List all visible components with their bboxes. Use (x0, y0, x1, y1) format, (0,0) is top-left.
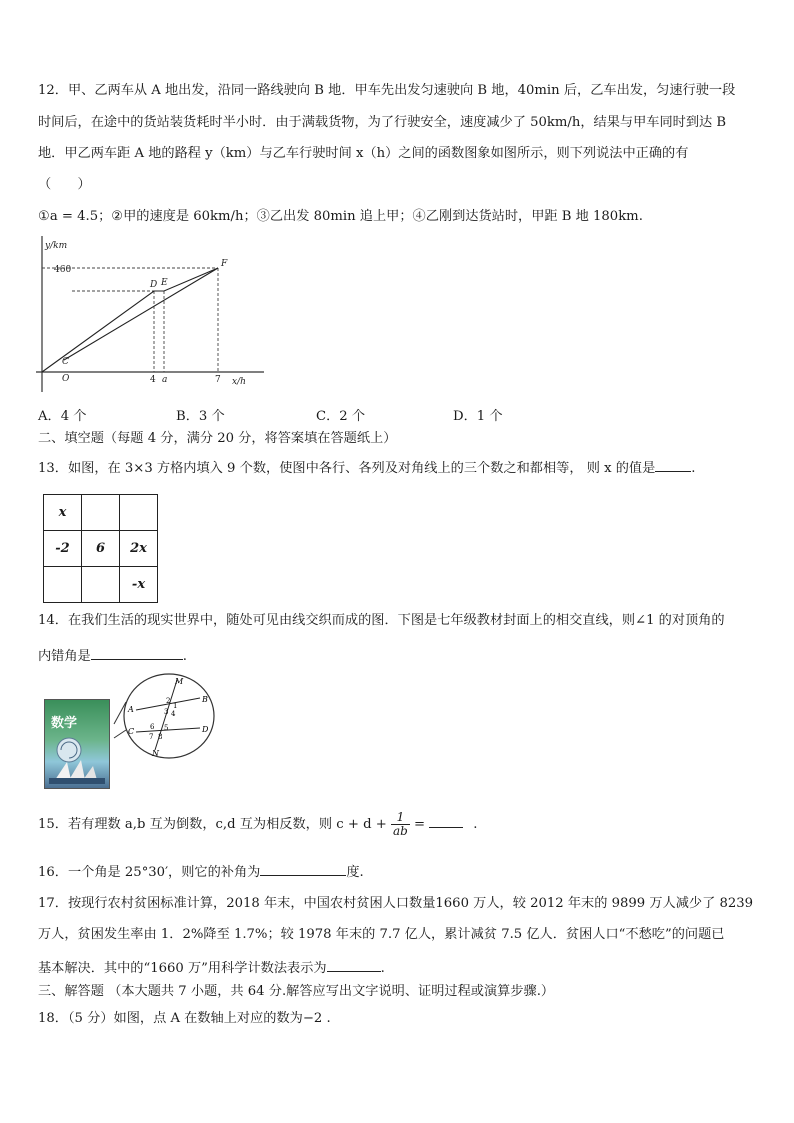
q12-line-2: 时间后，在途中的货站装货耗时半小时．由于满载货物，为了行驶安全，速度减少了 50km/h，结果与甲车同时到达 B (38, 115, 727, 130)
point-e-label: E (161, 278, 168, 288)
q14-text: 内错角是 (38, 649, 91, 664)
angle-label: 1 (173, 702, 178, 710)
q17-line-2: 万人，贫困发生率由 1．2%降至 1.7%；较 1978 年末的 7.7 亿人，累计减贫 7.5 亿人．贫困人口“不愁吃”的问题已 (38, 927, 725, 942)
q15-equals: = (414, 817, 426, 832)
q17-answer-blank[interactable] (327, 957, 381, 972)
q13-magic-square (43, 494, 158, 603)
grid-cell: 6 (82, 531, 120, 567)
angle-label: 5 (164, 724, 169, 732)
section-2-heading: 二、填空题（每题 4 分，满分 20 分，将答案填在答题纸上） (38, 431, 397, 446)
q13-answer-blank[interactable] (655, 457, 691, 472)
origin-label: O (62, 374, 70, 384)
point-f-label: F (221, 259, 228, 269)
q12-choice-c[interactable]: C．2 个 (316, 409, 366, 424)
q15-answer-blank[interactable] (429, 813, 463, 828)
grid-cell (82, 495, 120, 531)
intersecting-lines-figure (110, 672, 216, 760)
q12-choice-d[interactable]: D．1 个 (453, 409, 503, 424)
point-d-label: D (150, 280, 158, 290)
q17-line-1: 17．按现行农村贫困标准计算，2018 年末，中国农村贫困人口数量1660 万人，较 2012 年末的 9899 万人减少了 8239 (38, 896, 754, 911)
y-axis-label: y/km (45, 241, 68, 251)
label-n: N (152, 749, 159, 758)
q16-question (38, 861, 364, 882)
q16-text: 16．一个角是 25°30′，则它的补角为 (38, 865, 261, 880)
car-a-line (64, 268, 218, 360)
angle-label: 4 (171, 710, 176, 718)
point-c-label: C (62, 357, 69, 367)
q13-end: . (691, 461, 696, 476)
q14-answer-blank[interactable] (91, 645, 183, 660)
x-tick-a: a (162, 375, 168, 385)
q15-question (38, 811, 477, 838)
grid-cell (44, 567, 82, 603)
grid-cell: x (44, 495, 82, 531)
q18-question: 18．（5 分）如图，点 A 在数轴上对应的数为−2 . (38, 1011, 331, 1026)
y-tick-460: 460 (54, 265, 72, 275)
grid-cell: -x (120, 567, 158, 603)
angle-label: 6 (150, 723, 155, 731)
label-b: B (202, 695, 208, 704)
angle-label: 2 (166, 697, 171, 705)
label-d: D (202, 725, 209, 734)
grid-cell (82, 567, 120, 603)
q12-options-bracket: （ ） (38, 177, 91, 192)
grid-cell (120, 495, 158, 531)
grid-cell: -2 (44, 531, 82, 567)
q16-end: 度. (346, 865, 364, 880)
fraction-denominator: ab (392, 824, 408, 838)
q12-statements: ①a = 4.5；②甲的速度是 60km/h；③乙出发 80min 追上甲；④乙刚到达货站时，甲距 B 地 180km. (38, 209, 643, 224)
label-c: C (128, 727, 135, 736)
angle-label: 7 (149, 733, 154, 741)
q16-answer-blank[interactable] (260, 861, 346, 876)
label-m: M (175, 677, 184, 686)
x-tick-4: 4 (150, 375, 156, 385)
section-3-heading: 三、解答题 （本大题共 7 小题，共 64 分.解答应写出文字说明、证明过程或演算步骤.） (38, 984, 555, 999)
q12-choice-a[interactable]: A．4 个 (38, 409, 87, 424)
q14-line-2 (38, 645, 187, 666)
q12-choice-b[interactable]: B．3 个 (176, 409, 225, 424)
shell-building-icon (49, 732, 105, 784)
q12-function-graph (36, 236, 266, 394)
q12-line-3: 地．甲乙两车距 A 地的路程 y（km）与乙车行驶时间 x（h）之间的函数图象如图所示，则下列说法中正确的有 (38, 146, 689, 161)
q14-line-1: 14．在我们生活的现实世界中，随处可见由线交织而成的图．下图是七年级教材封面上的相交直线，则∠1 的对顶角的 (38, 613, 725, 628)
q15-fraction (391, 811, 410, 838)
q15-text: 15．若有理数 a,b 互为倒数，c,d 互为相反数，则 c + d + (38, 817, 387, 832)
x-tick-7: 7 (215, 375, 221, 385)
angle-label: 3 (164, 708, 169, 716)
q14-end: . (182, 649, 187, 664)
q13-question (38, 457, 695, 478)
q17-end: . (380, 961, 385, 976)
q17-text: 基本解决．其中的“1660 万”用科学计数法表示为 (38, 961, 327, 976)
q17-line-3 (38, 957, 385, 978)
x-axis-label: x/h (232, 377, 246, 387)
angle-label: 8 (158, 733, 163, 741)
q15-end: . (473, 817, 478, 832)
fraction-numerator: 1 (391, 811, 410, 825)
grid-cell: 2x (120, 531, 158, 567)
q12-line-1: 12．甲、乙两车从 A 地出发，沿同一路线驶向 B 地．甲车先出发匀速驶向 B 地，40min 后，乙车出发，匀速行驶一段 (38, 83, 736, 98)
book-title: 数学 (51, 716, 78, 731)
textbook-cover-image (44, 699, 110, 789)
label-a: A (128, 705, 134, 714)
q13-text: 13．如图，在 3×3 方格内填入 9 个数，使图中各行、各列及对角线上的三个数之和都相等， 则 x 的值是 (38, 461, 656, 476)
